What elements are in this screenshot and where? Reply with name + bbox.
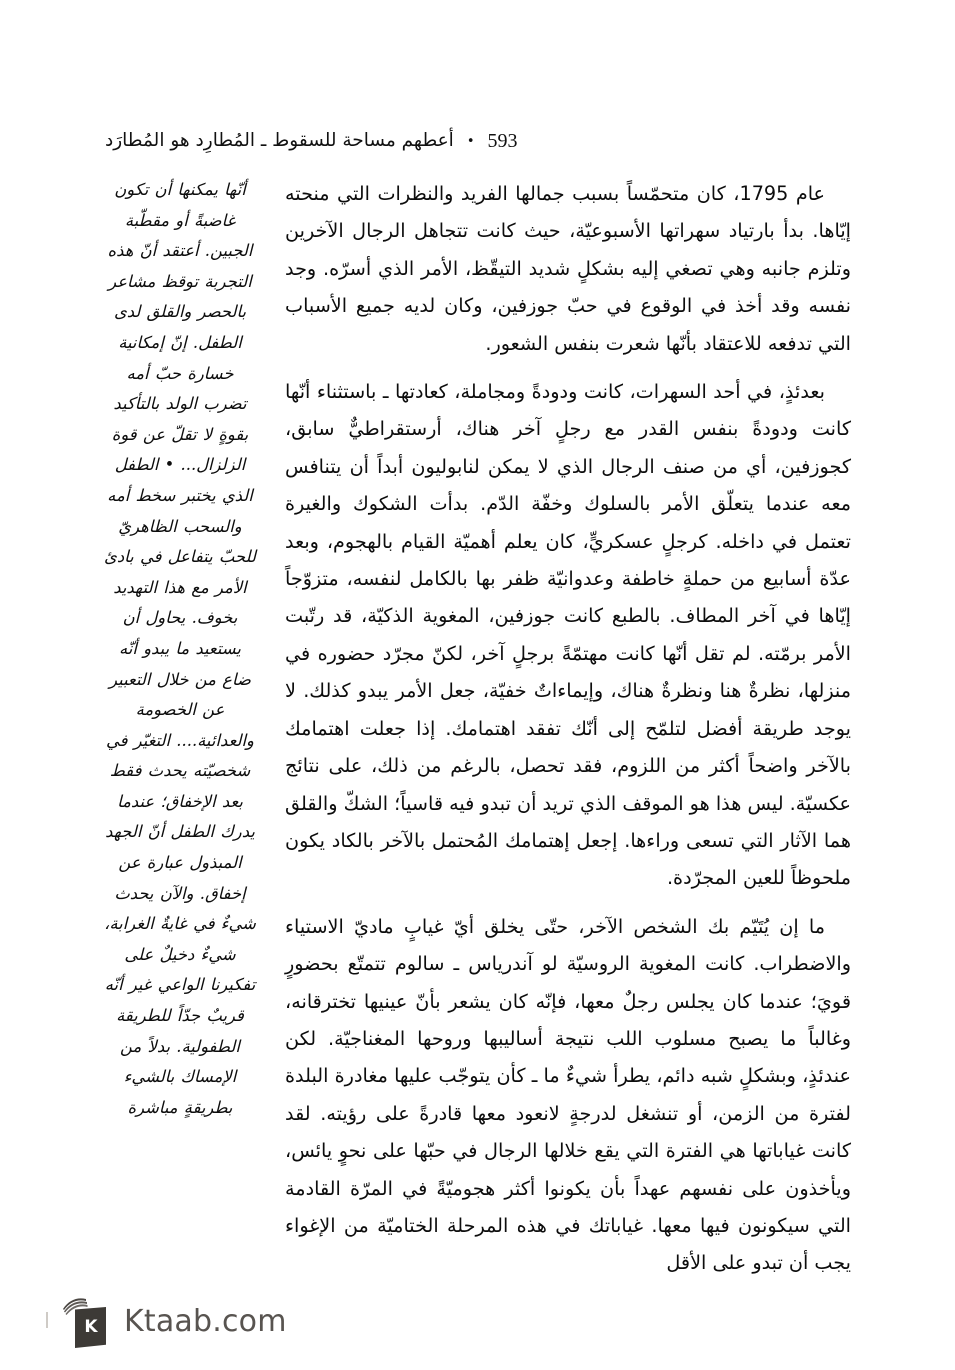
body-paragraph: بعدئذٍ، في أحد السهرات، كانت ودودةً ومجاملة، كعادتها ـ باستثناء أنّها كانت ودودةً بنفس القدر مع رجلٍ آخر هناك، أرستقراطيٌّ سابق، كجوزفين، أي من صنف الرجال الذي لا يمكن لنابوليون أبداً أن يتنافس معه عندما يتعلّق الأمر بالسلوك وخفّة الدّم. بدأت الشكوك والغيرة تعتمل في داخله. كرجلٍ عسكريٍّ، كان يعلم أهميّة القيام بالهجوم، وبعد عدّة أسابيع من حملةٍ خاطفة وعدوانيّة ظفر بها بالكامل لنفسه، متزوّجاً إيّاها في آخر المطاف. بالطبع كانت جوزفين، المغوية الذكيّة، قد رتّبت الأمر برمّته. لم تقل أنّها كانت مهتمّةً برجلٍ آخر، لكنّ مجرّد حضوره في منزلها، نظرةٌ هنا ونظرةٌ هناك، وإيماءاتٌ خفيّة، جعل الأمر يبدو كذلك. لا يوجد طريقة أفضل لتلمّح إلى أنّك تفقد اهتمامك. إذا جعلت اهتمامك بالآخر واضحاً أكثر من اللزوم، فقد تحصل، بالرغم من ذلك، على نتائج عكسيّة. ليس هذا هو الموقف الذي تريد أن تبدو فيه قاسياً؛ الشكّ والقلق هما الآثار التي تسعى وراءها. إجعل إهتمامك المُحتمل بالآخر بالكاد يكون ملحوظاً للعين المجرّدة. (285, 380, 851, 890)
page-content (104, 175, 851, 1275)
site-watermark[interactable] (62, 1296, 287, 1348)
running-header-bullet-separator: • (466, 133, 475, 149)
book-logo-icon (62, 1296, 110, 1348)
margin-note-column (104, 175, 256, 1123)
running-header-title: أعطهم مساحة للسقوط ـ المُطارِد هو المُطارَد (105, 129, 454, 151)
margin-note-text: أنّها يمكنها أن تكون غاضبةً أو مقطّبة الجبين. أعتقد أنّ هذه التجربة توقظ مشاعر بالحصر والقلق لدى الطفل. إنّ إمكانية خسارة حبّ أمه تضرب الولد بالتأكيد بقوةٍ لا تقلّ عن قوة الزلزال... • الطفل الذي يختبر سخط أمه والسحب الظاهريّ للحبّ يتفاعل في بادئ الأمر مع هذا التهديد بخوف. يحاول أن يستعيد ما يبدو أنّه ضاع من خلال التعبير عن الخصومة والعدائية.... التغيّر في شخصيّته يحدث فقط بعد الإخفاق؛ عندما يدرك الطفل أنّ الجهد المبذول عبارة عن إخفاق. والآن يحدث شيءٌ في غايةٌ الغرابة، شيءٌ دخيلٌ على تفكيرنا الواعي غير أنّه قريبٌ جدّاً للطريقة الطفولية. بدلاً من الإمساك بالشيء بطريقةٍ مباشرة (104, 180, 256, 1117)
book-logo-letter: K (84, 1317, 98, 1337)
body-paragraph: ما إن يُتَيّم بك الشخص الآخر، حتّى يخلق أيّ غيابٍ ماديّ الاستياء والاضطراب. كانت المغوية الروسيّة لو آندرياس ـ سالوم تتمتّع بحضورٍ قويَ؛ عندما كان يجلس رجلٌ معها، فإنّه كان يشعر بأنّ عينيها تخترقانه، وغالباً ما يصبح مسلوب اللب نتيجة أساليبها وروحها المغناجيّة. لكن عندئذٍ، وبشكلٍ شبه دائم، يطرأ شيءٌ ما ـ كأن يتوجّب عليها مغادرة البلدة لفترة من الزمن، أو تنشغل لدرجةٍ لانعود معها قادرةً على رؤيته. لقد كانت غياباتها هي الفترة التي يقع خلالها الرجال في حبّها على نحوٍ يائس، ويأخذون على نفسهم عهداً بأن يكونوا أكثر هجوميّةً في المرّة القادمة التي سيكونون فيها معها. غياباتك في هذه المرحلة الختاميّة من الإغواء يجب أن تبدو على الأقل (285, 914, 851, 1275)
main-text-column (285, 175, 851, 1282)
page-edge-tick (46, 1312, 48, 1328)
body-paragraph: عام 1795، كان متحمّساً بسبب جمالها الفريد والنظرات التي منحته إيّاها. بدأ بارتياد سهراتها الأسبوعيّة، حيث كانت تتجاهل الرجال الآخرين وتلزم جانبه وهي تصغي إليه بشكلٍ شديد التيقّظ، الأمر الذي أسرّه. وجد نفسه وقد أخذ في الوقوع في حبّ جوزفين، وكان لديه جميع الأسباب التي تدفعه للاعتقاد بأنّها شعرت بنفس الشعور. (285, 182, 851, 355)
site-name-label: Ktaab.com (124, 1304, 287, 1339)
running-header (105, 126, 518, 156)
page-number: 593 (487, 130, 518, 152)
